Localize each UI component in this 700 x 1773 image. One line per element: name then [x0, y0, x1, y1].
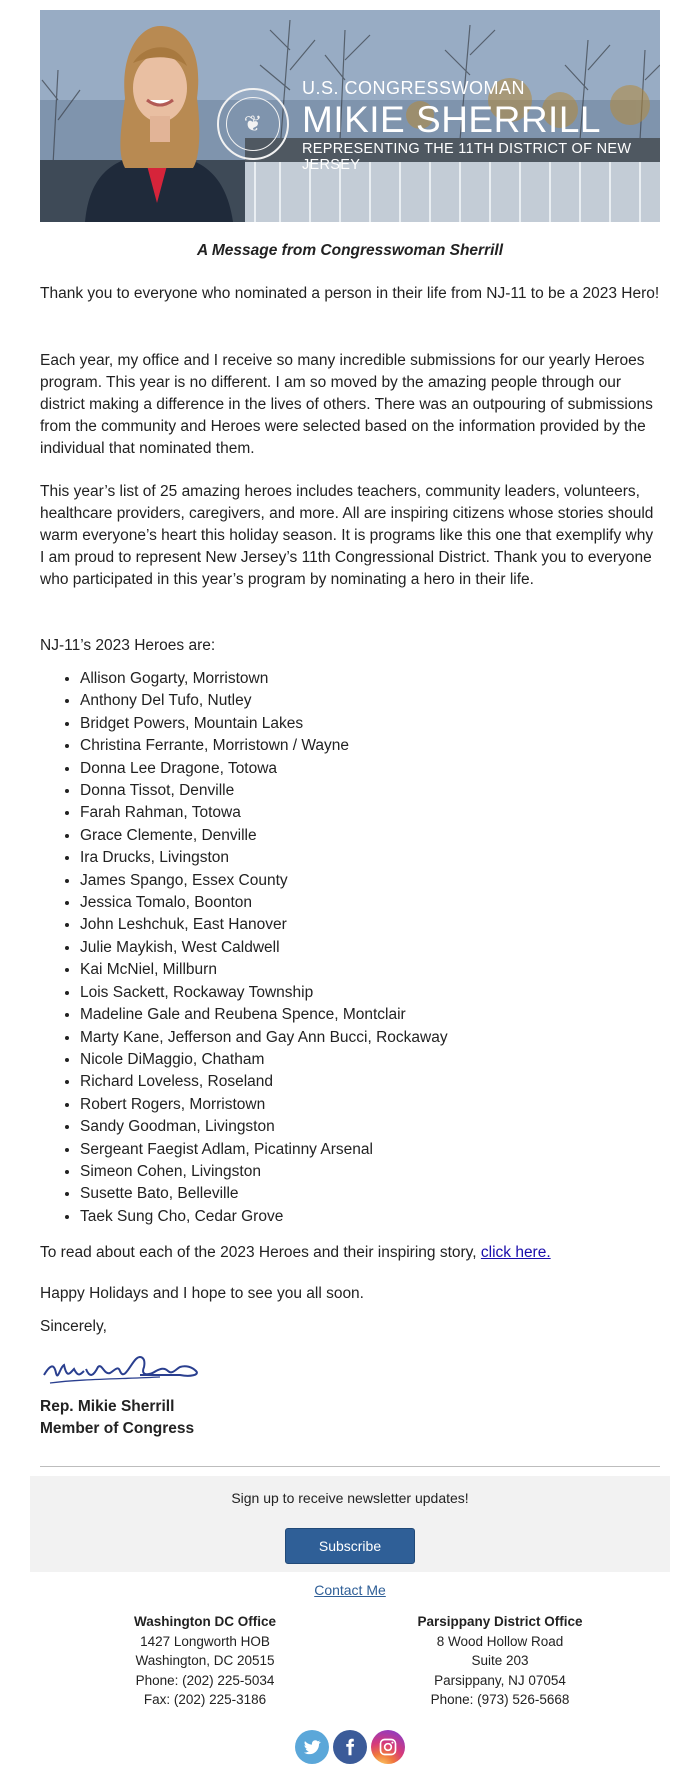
subscribe-button[interactable]: Subscribe — [285, 1528, 415, 1564]
divider — [40, 1466, 660, 1467]
office-address-line: Suite 203 — [471, 1653, 529, 1668]
list-item: • Julie Maykish, West Caldwell — [80, 937, 700, 959]
program-paragraph: Each year, my office and I receive so many incredible submissions for our yearly Heroes program. This year is no different. I am so moved by the amazing people through our district making a difference in the lives of others. There was an outpouring of submissions from the community and Heroes were selected based on the information provided by the individual that nominated them. — [40, 352, 653, 457]
list-item: • Anthony Del Tufo, Nutley — [80, 690, 700, 712]
house-seal-icon — [217, 88, 289, 160]
list-item: • Sergeant Faegist Adlam, Picatinny Arsenal — [80, 1139, 700, 1161]
list-item: • Madeline Gale and Reubena Spence, Montclair — [80, 1004, 700, 1026]
newsletter-signup — [30, 1476, 670, 1572]
list-item: • Nicole DiMaggio, Chatham — [80, 1049, 700, 1071]
office-name: Washington DC Office — [134, 1614, 276, 1629]
list-item: • Donna Tissot, Denville — [80, 780, 700, 802]
washington-office — [85, 1612, 325, 1710]
list-item: • Allison Gogarty, Morristown — [80, 668, 700, 690]
read-more-text: To read about each of the 2023 Heroes and their inspiring story, — [40, 1244, 481, 1261]
list-item: • Farah Rahman, Totowa — [80, 802, 700, 824]
office-address-line: Parsippany, NJ 07054 — [434, 1672, 566, 1688]
list-item: • Simeon Cohen, Livingston — [80, 1161, 700, 1183]
list-item: • James Spango, Essex County — [80, 870, 700, 892]
heroes-list — [40, 668, 700, 1228]
contact-me-link[interactable]: Contact Me — [314, 1582, 386, 1598]
office-address-line: 8 Wood Hollow Road — [436, 1633, 564, 1649]
list-item: • Taek Sung Cho, Cedar Grove — [80, 1206, 700, 1228]
list-item: • Richard Loveless, Roseland — [80, 1071, 700, 1093]
list-item: • Susette Bato, Belleville — [80, 1183, 700, 1205]
list-item: • Lois Sackett, Rockaway Township — [80, 982, 700, 1004]
office-phone: Phone: (202) 225-5034 — [135, 1672, 275, 1688]
list-item: • Marty Kane, Jefferson and Gay Ann Bucci, Rockaway — [80, 1027, 700, 1049]
message-subhead: A Message from Congresswoman Sherrill — [196, 242, 504, 259]
holiday-greeting: Happy Holidays and I hope to see you all soon. — [40, 1285, 364, 1302]
click-here-link[interactable]: click here. — [480, 1244, 551, 1261]
eagle-icon: ❦ — [226, 97, 280, 151]
signup-text: Sign up to receive newsletter updates! — [231, 1490, 469, 1506]
signoff-title: Member of Congress — [40, 1420, 195, 1437]
intro-paragraph: Thank you to everyone who nominated a person in their life from NJ-11 to be a 2023 Hero! — [40, 285, 660, 302]
office-address-line: Washington, DC 20515 — [135, 1653, 275, 1668]
parsippany-office — [380, 1612, 620, 1710]
signature-image — [40, 1345, 210, 1393]
list-item: • Donna Lee Dragone, Totowa — [80, 758, 700, 780]
header-banner — [40, 10, 660, 222]
facebook-icon[interactable] — [333, 1730, 367, 1764]
list-item: • Kai McNiel, Millburn — [80, 959, 700, 981]
office-address-line: 1427 Longworth HOB — [140, 1633, 270, 1649]
office-name: Parsippany District Office — [417, 1614, 583, 1629]
signoff-block — [40, 1396, 194, 1440]
sincerely-text: Sincerely, — [40, 1318, 107, 1335]
list-item: • Grace Clemente, Denville — [80, 825, 700, 847]
social-links — [0, 1730, 700, 1764]
banner-district: REPRESENTING THE 11TH DISTRICT OF NEW JERSEY — [302, 141, 632, 173]
office-fax: Fax: (202) 225-3186 — [143, 1692, 267, 1707]
banner-name: MIKIE SHERRILL — [302, 99, 601, 140]
list-item: • Robert Rogers, Morristown — [80, 1094, 700, 1116]
list-item: • Ira Drucks, Livingston — [80, 847, 700, 869]
list-item: • John Leshchuk, East Hanover — [80, 914, 700, 936]
list-item: • Jessica Tomalo, Boonton — [80, 892, 700, 914]
list-item: • Bridget Powers, Mountain Lakes — [80, 713, 700, 735]
office-phone: Phone: (973) 526-5668 — [430, 1692, 570, 1707]
signoff-name: Rep. Mikie Sherrill — [40, 1398, 175, 1415]
list-item: • Christina Ferrante, Morristown / Wayne — [80, 735, 700, 757]
list-item: • Sandy Goodman, Livingston — [80, 1116, 700, 1138]
banner-line1: U.S. CONGRESSWOMAN — [302, 78, 526, 98]
read-more-paragraph — [40, 1242, 660, 1264]
contact-link-row — [0, 1582, 700, 1598]
banner-title — [302, 78, 660, 173]
heroes-description-paragraph: This year’s list of 25 amazing heroes includes teachers, community leaders, volunteers, healthcare providers, caregivers, and more. All are inspiring citizens whose stories should warm everyone’s heart this holiday season. It is programs like this one that exemplify why I am proud to represent New Jersey’s 11th Congressional District. Thank you to everyone who participated in this year’s program by nominating a hero in their life. — [40, 483, 654, 588]
twitter-icon[interactable] — [295, 1730, 329, 1764]
heroes-list-heading: NJ-11’s 2023 Heroes are: — [40, 637, 216, 654]
instagram-icon[interactable] — [371, 1730, 405, 1764]
